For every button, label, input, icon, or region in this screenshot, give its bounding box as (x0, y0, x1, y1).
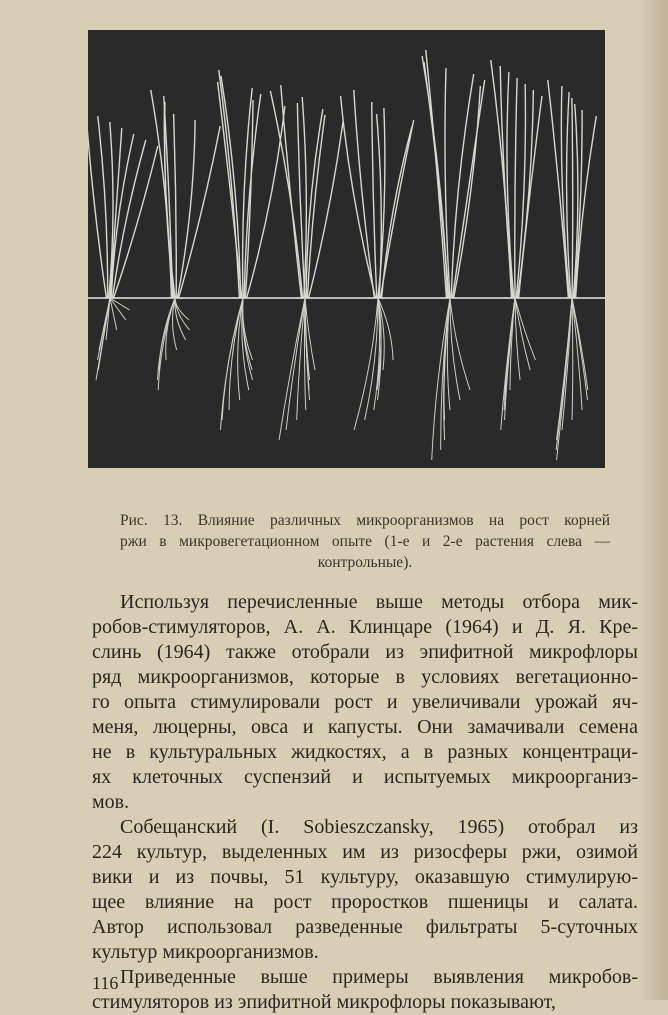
plant-leaf (451, 74, 474, 298)
plant-leaf (519, 96, 542, 298)
plant-leaf (377, 114, 382, 298)
plant-root (99, 298, 110, 350)
text-line: 224 культур, выделенных им из ризосферы ржи, озимой (92, 841, 638, 863)
plant-leaf (572, 98, 573, 298)
plant-leaf (88, 110, 106, 298)
caption-line: ржи в микровегетационном опыте (1-е и 2-е растения слева — (120, 533, 610, 550)
text-line: щее влияние на рост проростков пшеницы и салата. (92, 891, 638, 913)
plant-root (572, 298, 582, 410)
plant-leaf (114, 146, 158, 298)
text-line: ряд микроорганизмов, которые в условиях вегетационно- (92, 666, 638, 688)
text-line: не в культуральных жидкостях, а в разных концентраци- (92, 741, 638, 763)
plant-root (557, 298, 572, 440)
plant-leaf (111, 134, 134, 298)
plant-root (572, 298, 573, 420)
text-line: Собещанский (I. Sobieszczansky, 1965) отобрал из (120, 816, 638, 838)
text-line: меня, люцерны, овса и капусты. Они замачивали семена (92, 716, 638, 738)
plant-root (286, 298, 305, 430)
plant-root (450, 298, 470, 390)
caption-line: контрольные). (317, 554, 413, 571)
text-line: Приведенные выше примеры выявления микробов- (120, 966, 638, 988)
plant-leaf (452, 80, 484, 298)
text-line: Используя перечисленные выше методы отбора мик- (120, 591, 638, 613)
text-line: культур микроорганизмов. (92, 941, 319, 963)
text-line: робов-стимуляторов, А. А. Клинцаре (1964) и Д. Я. Кре- (92, 616, 638, 638)
plant-leaf (174, 114, 177, 298)
text-line: стимуляторов из эпифитной микрофлоры показывают, (92, 991, 556, 1013)
plant-root (572, 298, 587, 400)
plant-leaf (372, 102, 377, 298)
text-line: го опыта стимулировали рост и увеличивали урожай яч- (92, 691, 638, 713)
plant-root (562, 298, 572, 430)
text-line: мов. (92, 791, 130, 813)
plant-leaf (516, 84, 525, 298)
text-line: Автор использовал разведенные фильтраты 5-суточных (92, 916, 638, 938)
plant-root (243, 298, 253, 360)
plant-leaf (179, 126, 221, 298)
plant-leaf (548, 80, 569, 298)
plant-root (515, 298, 530, 370)
plant-leaf (112, 140, 145, 298)
plant-leaf (426, 50, 447, 298)
plant-leaf (218, 82, 242, 298)
plant-leaf (515, 78, 517, 298)
caption-line: Рис. 13. Влияние различных микроорганизмов на рост корней (120, 512, 610, 529)
text-line: вики и из почвы, 51 культуру, оказавшую стимулирую- (92, 866, 638, 888)
page-edge-shadow (638, 0, 668, 1000)
body-text (92, 590, 638, 1015)
figure-caption (120, 510, 610, 573)
plant-leaf (576, 116, 597, 298)
plant-root (515, 298, 520, 380)
text-line: слинь (1964) также отобрали из эпифитной микрофлоры (92, 641, 638, 663)
figure-photo-rye-plants (88, 30, 605, 468)
plant-leaf (507, 72, 514, 298)
plants-illustration (88, 30, 605, 468)
page-number: 116 (92, 973, 119, 993)
plant-root (110, 298, 130, 310)
plant-root (510, 298, 515, 390)
text-line: ях клеточных суспензий и испытуемых микроорганиз- (92, 766, 638, 788)
